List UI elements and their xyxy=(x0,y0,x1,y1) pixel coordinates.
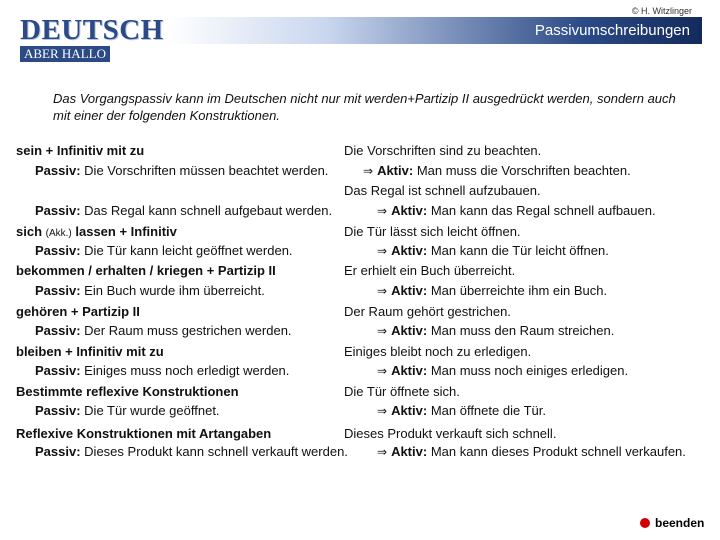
passiv-text: Der Raum muss gestrichen werden. xyxy=(84,323,292,338)
implies-arrow-icon: ⇒ xyxy=(377,284,388,298)
passiv-line xyxy=(35,203,332,219)
aktiv-text: Man muss noch einiges erledigen. xyxy=(430,363,629,378)
aktiv-label: Aktiv: xyxy=(391,363,428,378)
implies-arrow-icon: ⇒ xyxy=(377,364,388,378)
passiv-label: Passiv: xyxy=(35,363,81,378)
example-sentence: Dieses Produkt verkauft sich schnell. xyxy=(344,426,557,441)
heading-part: lassen + Infinitiv xyxy=(75,224,177,239)
aktiv-label: Aktiv: xyxy=(391,283,428,298)
section-heading: bleiben + Infinitiv mit zu xyxy=(16,344,164,359)
passiv-text: Dieses Produkt kann schnell verkauft werden. xyxy=(84,444,348,459)
passiv-line xyxy=(35,283,265,299)
end-button[interactable] xyxy=(640,516,704,530)
passiv-line xyxy=(35,323,292,339)
passiv-label: Passiv: xyxy=(35,203,81,218)
logo-main-text: DEUTSCH xyxy=(20,14,164,46)
example-sentence: Die Tür öffnete sich. xyxy=(344,384,460,399)
aktiv-line xyxy=(377,323,614,339)
aktiv-line xyxy=(377,363,628,379)
intro-text: Das Vorgangspassiv kann im Deutschen nicht nur mit werden+Partizip II ausgedrückt werden, sondern auch mit einer der folgenden Konstruktionen. xyxy=(53,91,676,123)
heading-case-note: (Akk.) xyxy=(45,228,72,239)
aktiv-text: Man muss den Raum streichen. xyxy=(430,323,615,338)
aktiv-text: Man muss die Vorschriften beachten. xyxy=(416,163,631,178)
passiv-label: Passiv: xyxy=(35,444,81,459)
passiv-text: Die Tür kann leicht geöffnet werden. xyxy=(84,243,293,258)
passiv-label: Passiv: xyxy=(35,163,81,178)
copyright-notice: © H. Witzlinger xyxy=(631,6,692,16)
passiv-label: Passiv: xyxy=(35,283,81,298)
logo xyxy=(20,16,164,63)
aktiv-text: Man überreichte ihm ein Buch. xyxy=(430,283,608,298)
implies-arrow-icon: ⇒ xyxy=(377,204,388,218)
aktiv-label: Aktiv: xyxy=(391,444,428,459)
passiv-line xyxy=(35,363,289,379)
passiv-line xyxy=(35,243,293,259)
example-sentence: Der Raum gehört gestrichen. xyxy=(344,304,511,319)
aktiv-label: Aktiv: xyxy=(391,203,428,218)
passiv-label: Passiv: xyxy=(35,243,81,258)
aktiv-line xyxy=(377,243,609,259)
section-heading: Bestimmte reflexive Konstruktionen xyxy=(16,384,239,399)
section-heading: bekommen / erhalten / kriegen + Partizip II xyxy=(16,263,276,278)
end-dot-icon xyxy=(640,518,650,528)
aktiv-line xyxy=(363,163,631,179)
aktiv-label: Aktiv: xyxy=(377,163,414,178)
passiv-line xyxy=(35,403,220,419)
section-heading xyxy=(16,224,177,242)
aktiv-text: Man öffnete die Tür. xyxy=(430,403,546,418)
implies-arrow-icon: ⇒ xyxy=(377,324,388,338)
aktiv-line xyxy=(377,203,656,219)
example-sentence: Er erhielt ein Buch überreicht. xyxy=(344,263,516,278)
example-sentence: Die Vorschriften sind zu beachten. xyxy=(344,143,542,158)
implies-arrow-icon: ⇒ xyxy=(377,244,388,258)
aktiv-line xyxy=(377,403,546,419)
aktiv-line xyxy=(377,444,686,460)
page-title: Passivumschreibungen xyxy=(534,22,690,39)
aktiv-text: Man kann dieses Produkt schnell verkaufen. xyxy=(430,444,686,459)
passiv-label: Passiv: xyxy=(35,323,81,338)
passiv-text: Das Regal kann schnell aufgebaut werden. xyxy=(84,203,333,218)
passiv-line xyxy=(35,163,328,179)
section-heading: Reflexive Konstruktionen mit Artangaben xyxy=(16,426,272,441)
aktiv-label: Aktiv: xyxy=(391,403,428,418)
section-heading: gehören + Partizip II xyxy=(16,304,140,319)
implies-arrow-icon: ⇒ xyxy=(363,164,374,178)
logo-sub-text: ABER HALLO xyxy=(20,46,110,62)
passiv-text: Die Vorschriften müssen beachtet werden. xyxy=(84,163,329,178)
passiv-text: Einiges muss noch erledigt werden. xyxy=(84,363,290,378)
example-sentence: Das Regal ist schnell aufzubauen. xyxy=(344,183,541,198)
passiv-text: Ein Buch wurde ihm überreicht. xyxy=(84,283,265,298)
implies-arrow-icon: ⇒ xyxy=(377,445,388,459)
aktiv-label: Aktiv: xyxy=(391,323,428,338)
implies-arrow-icon: ⇒ xyxy=(377,404,388,418)
example-sentence: Einiges bleibt noch zu erledigen. xyxy=(344,344,532,359)
aktiv-label: Aktiv: xyxy=(391,243,428,258)
end-button-label: beenden xyxy=(655,516,705,530)
title-bar xyxy=(166,17,702,44)
passiv-text: Die Tür wurde geöffnet. xyxy=(84,403,220,418)
aktiv-line xyxy=(377,283,607,299)
heading-part: sich xyxy=(16,224,43,239)
passiv-line xyxy=(35,444,348,460)
section-heading: sein + Infinitiv mit zu xyxy=(16,143,145,158)
aktiv-text: Man kann die Tür leicht öffnen. xyxy=(430,243,609,258)
aktiv-text: Man kann das Regal schnell aufbauen. xyxy=(430,203,656,218)
passiv-label: Passiv: xyxy=(35,403,81,418)
example-sentence: Die Tür lässt sich leicht öffnen. xyxy=(344,224,521,239)
